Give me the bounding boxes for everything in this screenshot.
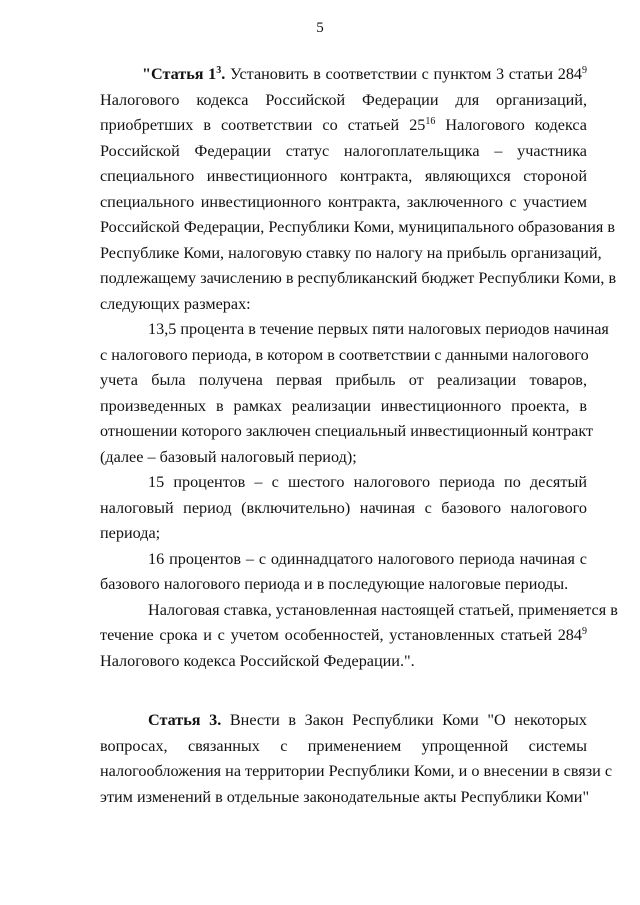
article1-line-2: Налогового кодекса Российской Федерации для организаций, [100, 90, 587, 109]
article1-line-8: Республике Коми, налоговую ставку по налогу на прибыль организаций, [100, 243, 602, 262]
page-number: 5 [316, 20, 324, 36]
article1-line-7: Российской Федерации, Республики Коми, муниципального образования в [100, 218, 616, 236]
article3-line-3: налогообложения на территории Республики Коми, и о внесении в связи с [100, 762, 612, 780]
rate1-line-4: произведенных в рамках реализации инвестиционного проекта, в [100, 396, 587, 415]
rate1-line-2: с налогового периода, в котором в соответствии с данными налогового [100, 345, 589, 364]
rate1-line-1: 13,5 процента в течение первых пяти налоговых периодов начиная [148, 320, 609, 338]
article1-line-3: приобретших в соответствии со статьей $25^{16}$ Налогового кодекса [100, 116, 587, 134]
article3-line-1: Статья 3. Внести в Закон Республики Коми "О некоторых [148, 711, 587, 729]
article3-line-2: вопросах, связанных с применением упрощенной системы [100, 736, 587, 755]
article3-heading: Статья 3. [148, 711, 222, 729]
article3-line-4: этим изменений в отдельные законодательные акты Республики Коми" [100, 787, 590, 806]
rate1-line-6: (далее – базовый налоговый период); [100, 447, 357, 466]
article1-line-9: подлежащему зачислению в республиканский бюджет Республики Коми, в [100, 269, 617, 287]
closing-line-1: Налоговая ставка, установленная настоящей статьей, применяется в [148, 600, 618, 619]
article1-line-10: следующих размерах: [100, 294, 251, 313]
rate3-line-1: 16 процентов – с одиннадцатого налогового периода начиная с [148, 549, 587, 568]
document-body [100, 62, 618, 810]
rate1-line-3: учета была получена первая прибыль от реализации товаров, [100, 371, 587, 389]
rate1-line-5: отношении которого заключен специальный инвестиционный контракт [100, 422, 594, 440]
rate2-line-1: 15 процентов – с шестого налогового периода по десятый [148, 473, 587, 491]
rate2-line-2: налоговый период (включительно) начиная с базового налогового [100, 498, 587, 517]
article1-line-1: "Статья $1^3$. Установить в соответствии с пунктом 3 статьи $284^9$ [142, 65, 588, 83]
article1-heading: "Статья $1^3$. [142, 65, 226, 83]
closing-line-2: течение срока и с учетом особенностей, установленных статьей $284^9$ [100, 626, 587, 644]
article1-line-5: специального инвестиционного контракта, являющихся стороной [100, 167, 587, 185]
rate2-line-3: периода; [100, 524, 161, 542]
article1-line-6: специального инвестиционного контракта, заключенного с участием [100, 192, 587, 211]
closing-line-3: Налогового кодекса Российской Федерации.". [100, 651, 415, 670]
article1-line-4: Российской Федерации статус налогоплательщика – участника [100, 141, 587, 160]
rate3-line-2: базового налогового периода и в последующие налоговые периоды. [100, 575, 569, 593]
